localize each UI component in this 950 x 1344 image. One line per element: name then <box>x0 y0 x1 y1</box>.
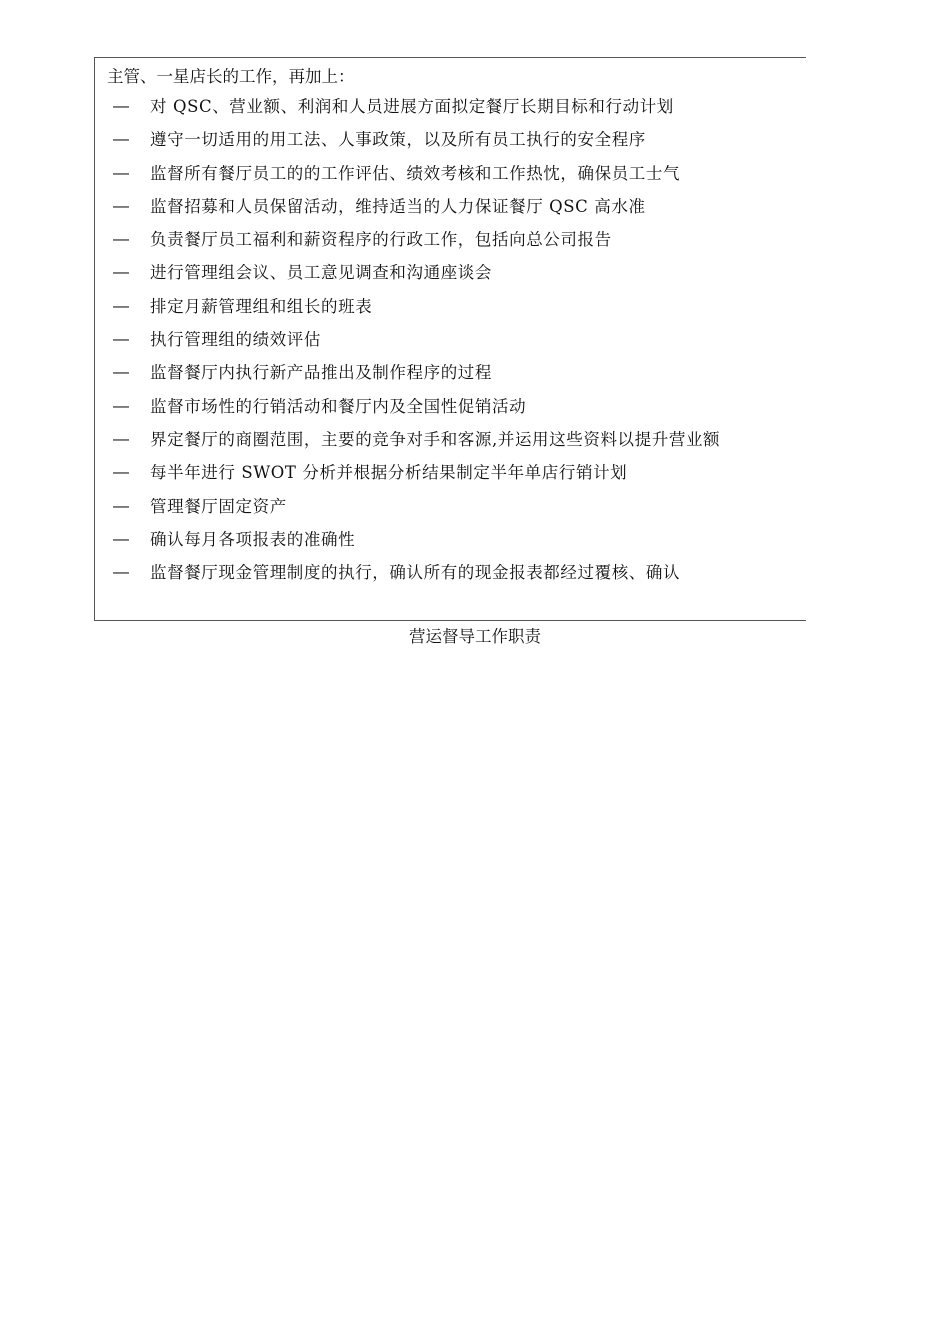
duty-text: 监督招募和人员保留活动，维持适当的人力保证餐厅 QSC 高水准 <box>150 196 646 216</box>
duty-text: 每半年进行 SWOT 分析并根据分析结果制定半年单店行销计划 <box>150 463 628 483</box>
duty-text: 排定月薪管理组和组长的班表 <box>150 296 373 316</box>
dash-bullet: — <box>113 264 129 282</box>
duties-table-cell <box>94 57 806 621</box>
duty-text: 监督所有餐厅员工的的工作评估、绩效考核和工作热忱，确保员工士气 <box>150 163 681 183</box>
dash-bullet: — <box>113 164 129 182</box>
dash-bullet: — <box>113 530 129 548</box>
duty-text: 负责餐厅员工福利和薪资程序的行政工作，包括向总公司报告 <box>150 230 612 250</box>
duty-text: 监督市场性的行销活动和餐厅内及全国性促销活动 <box>150 396 527 416</box>
dash-bullet: — <box>113 397 129 415</box>
duty-text: 对 QSC、营业额、利润和人员进展方面拟定餐厅长期目标和行动计划 <box>150 97 674 116</box>
page-caption: 营运督导工作职责 <box>409 627 541 646</box>
duty-text: 界定餐厅的商圈范围，主要的竞争对手和客源,并运用这些资料以提升营业额 <box>150 429 721 449</box>
intro-text: 主管、一星店长的工作，再加上： <box>107 67 355 86</box>
duty-text: 监督餐厅现金管理制度的执行，确认所有的现金报表都经过覆核、确认 <box>150 563 681 583</box>
duty-text: 确认每月各项报表的准确性 <box>150 529 356 549</box>
dash-bullet: — <box>113 297 129 315</box>
dash-bullet: — <box>113 331 129 349</box>
dash-bullet: — <box>113 464 129 482</box>
dash-bullet: — <box>113 197 129 215</box>
dash-bullet: — <box>113 564 129 582</box>
duty-text: 管理餐厅固定资产 <box>150 496 287 516</box>
dash-bullet: — <box>113 131 129 149</box>
dash-bullet: — <box>113 497 129 515</box>
duty-text: 监督餐厅内执行新产品推出及制作程序的过程 <box>150 363 492 383</box>
dash-bullet: — <box>113 231 129 249</box>
dash-bullet: — <box>113 430 129 448</box>
duty-text: 进行管理组会议、员工意见调查和沟通座谈会 <box>150 263 492 283</box>
dash-bullet: — <box>113 98 129 115</box>
duty-text: 执行管理组的绩效评估 <box>150 330 321 350</box>
dash-bullet: — <box>113 364 129 382</box>
duty-text: 遵守一切适用的用工法、人事政策，以及所有员工执行的安全程序 <box>150 130 646 150</box>
